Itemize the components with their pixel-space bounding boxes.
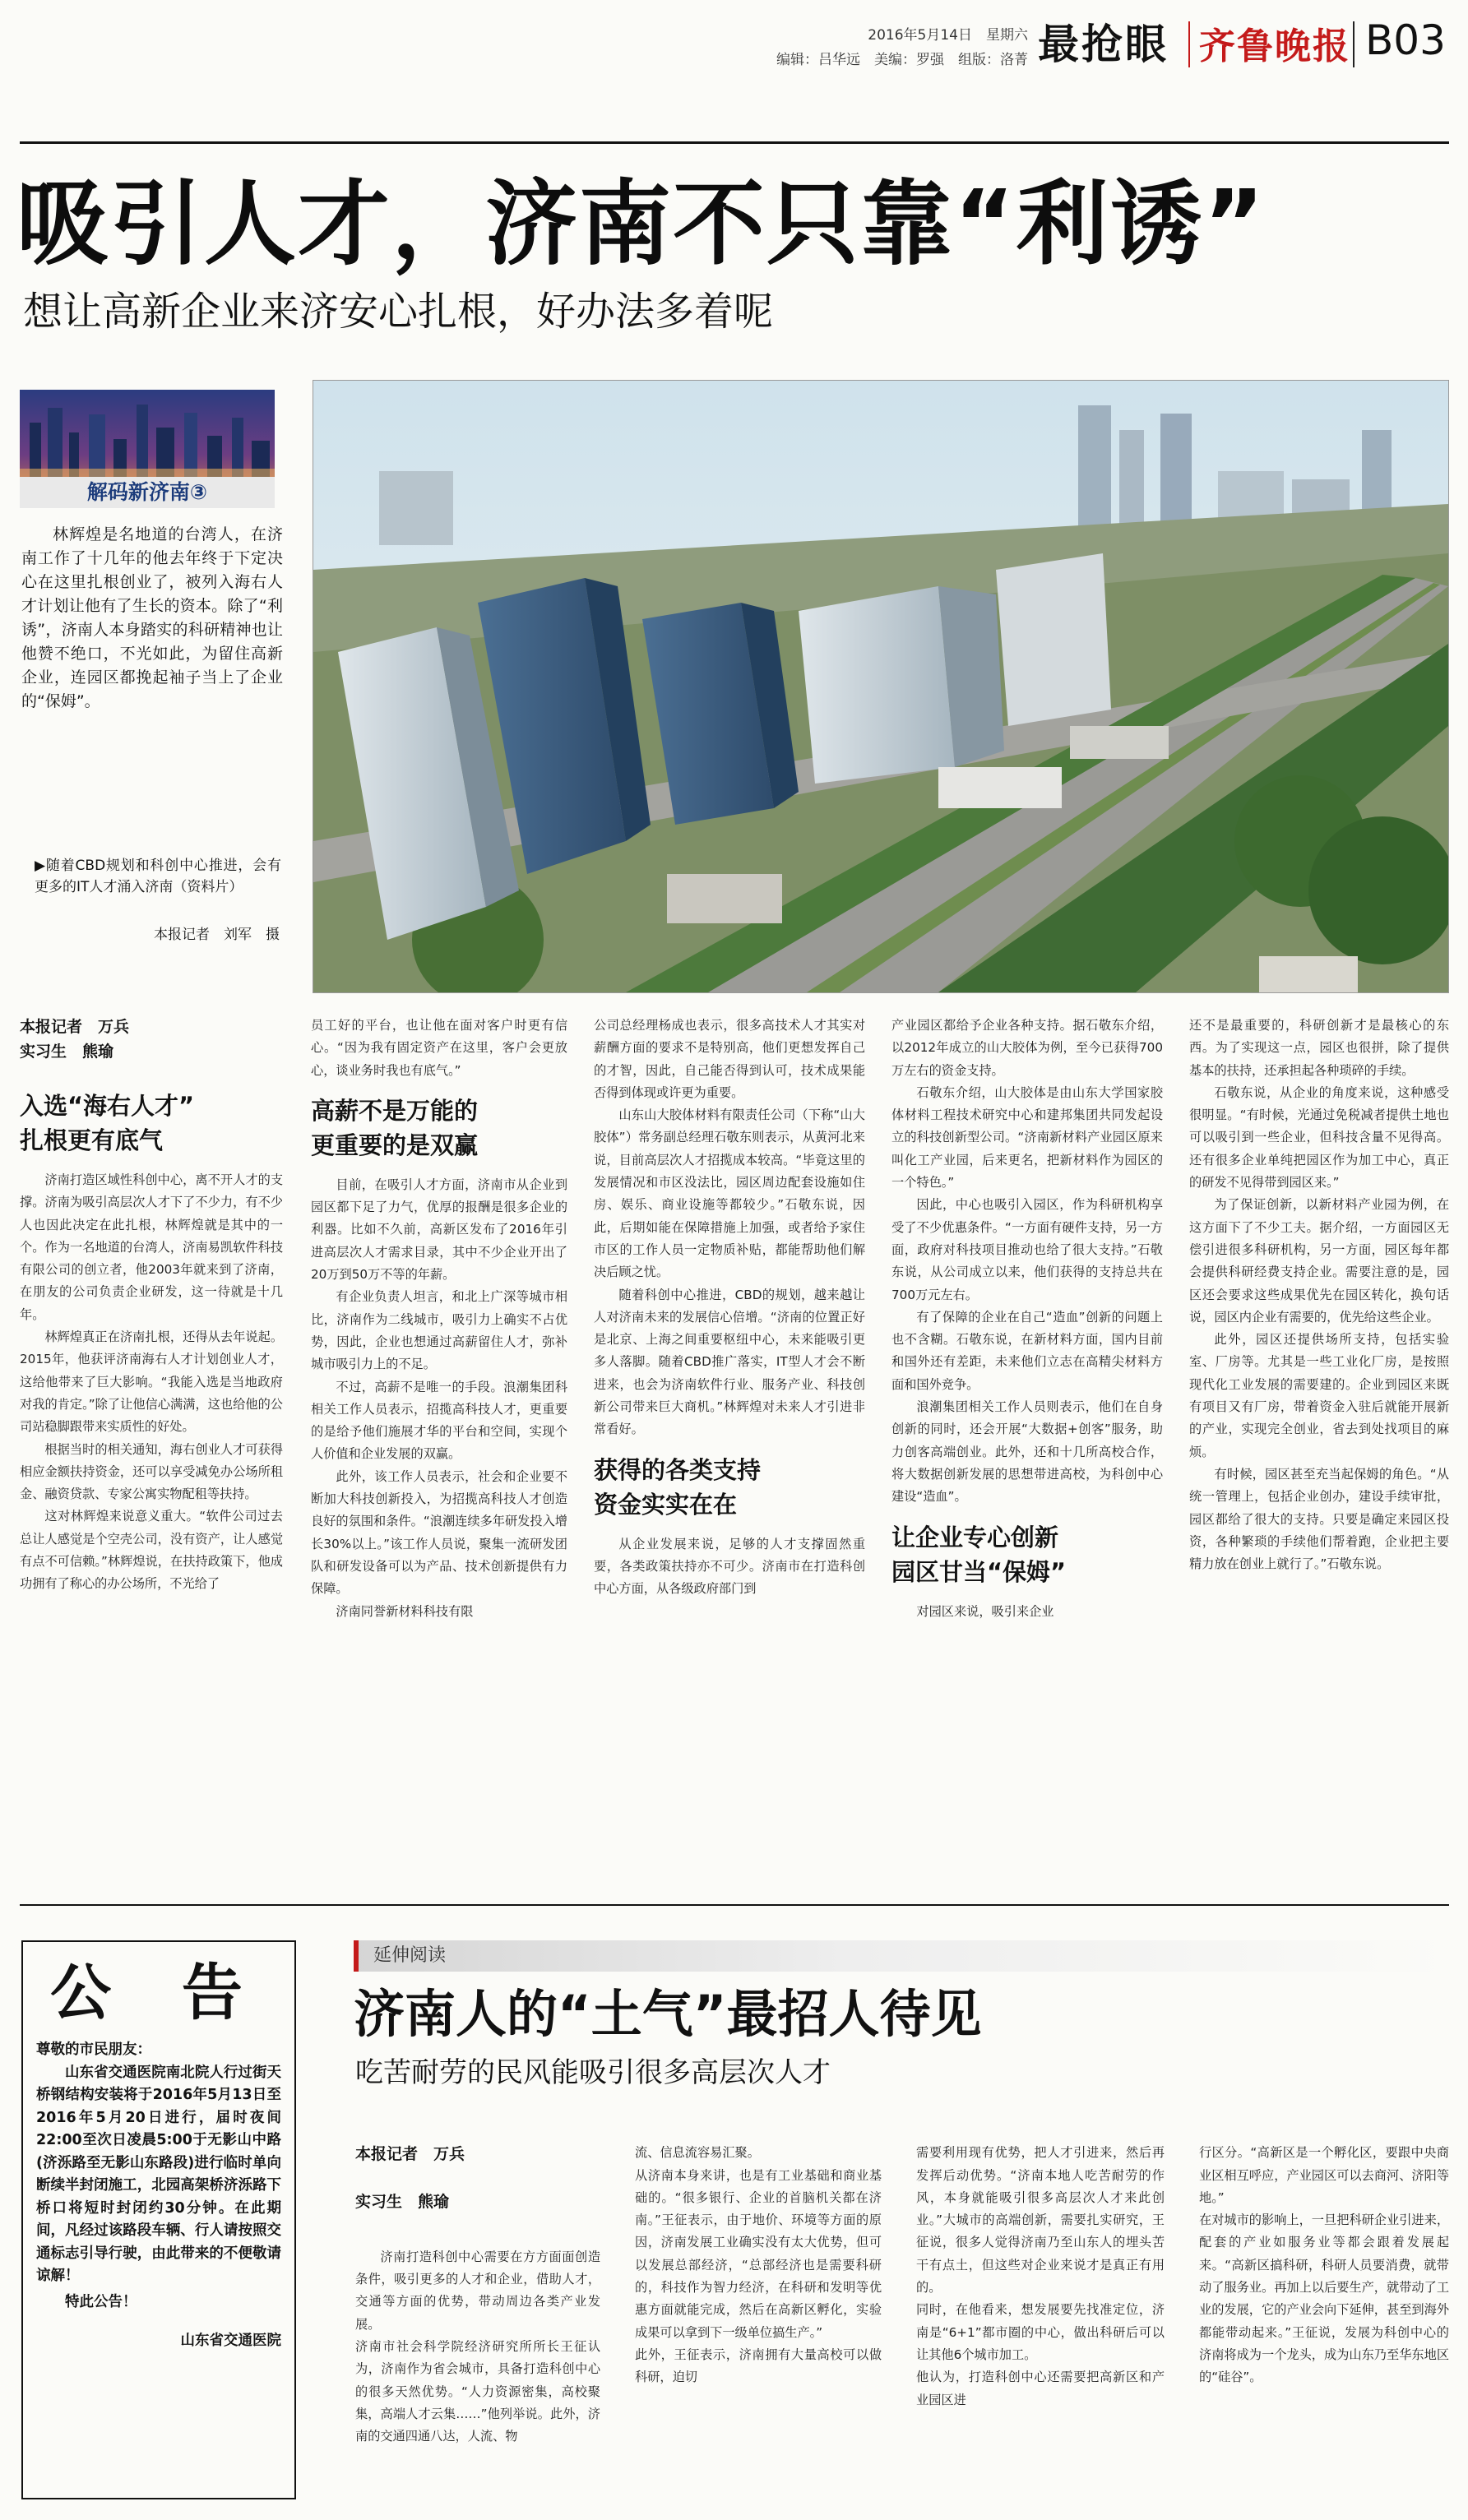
paragraph: 根据当时的相关通知，海右创业人才可获得相应金额扶持资金，还可以享受减免办公场所租金、融资贷款、专家公寓实物配租等扶持。: [20, 1441, 283, 1502]
notice-greeting: 尊敬的市民朋友：: [36, 2041, 151, 2058]
lead-paragraph: 林辉煌是名地道的台湾人，在济南工作了十几年的他去年终于下定决心在这里扎根创业了，被列入海右人才计划让他有了生长的资本。除了“利诱”，济南人本身踏实的科研精神也让他赞不绝口，不光如此，为留住高新企业，连园区都挽起袖子当上了企业的“保姆”。: [21, 525, 283, 710]
paragraph: 山东山大胶体材料有限责任公司（下称“山大胶体”）常务副总经理石敬东则表示，从黄河北来说，目前高层次人才招揽成本较高。“毕竟这里的发展情况和市区没法比，园区周边配套设施如住房、娱乐、商业设施等都较少。”石敬东说，因此，后期如能在保障措施上加强，或者给予家住市区的工作人员一定物质补贴，都能帮助他们解决后顾之忧。: [594, 1107, 865, 1280]
subhead-2-line2: 更重要的是双赢: [311, 1131, 479, 1159]
subhead-1-line2: 扎根更有底气: [20, 1126, 164, 1154]
subhead-3-line1: 获得的各类支持: [594, 1455, 762, 1484]
paragraph: 林辉煌真正在济南扎根，还得从去年说起。2015年，他获评济南海右人才计划创业人才，这给他带来了巨大影响。“我能入选是当地政府对我的肯定。”除了让他信心满满，这也给他的公司站稳脚跟带来实质性的好处。: [20, 1329, 283, 1435]
paragraph: 从企业发展来说，足够的人才支撑固然重要，各类政策扶持亦不可少。济南市在打造科创中心方面，从各级政府部门到: [594, 1536, 865, 1597]
series-badge: [20, 390, 275, 508]
subhead-4: [891, 1520, 1163, 1589]
photo-credit: 本报记者 刘军 摄: [154, 927, 280, 943]
notice-box: [21, 1940, 296, 2499]
series-label: 解码新济南③: [20, 477, 275, 508]
notice-signature: 山东省交通医院: [180, 2333, 281, 2349]
paragraph: 石敬东介绍，山大胶体是由山东大学国家胶体材料工程技术研究中心和建邦集团共同发起设立的科技创新型公司。“济南新材料产业园区原来叫化工产业园，后来更名，把新材料作为园区的一个特色。”: [891, 1084, 1163, 1191]
paragraph: 产业园区都给予企业各种支持。据石敬东介绍，以2012年成立的山大胶体为例，至今已获得700万左右的资金支持。: [891, 1018, 1163, 1078]
paragraph: 有时候，园区甚至充当起保姆的角色。“从统一管理上，包括企业创办，建设手续审批，园区都给了很大的支持。只要是确定来园区投资，各种繁琐的手续他们帮着跑，企业把主要精力放在创业上就行了。”石敬东说。: [1189, 1466, 1449, 1572]
paragraph: 因此，中心也吸引入园区，作为科研机构享受了不少优惠条件。“一方面有硬件支持，另一方面，政府对科技项目推动也给了很大支持。”石敬东说，从公司成立以来，他们获得的支持总共在700万元左右。: [891, 1197, 1163, 1302]
paragraph: 需要利用现有优势，把人才引进来，然后再发挥后动优势。“济南本地人吃苦耐劳的作风，本身就能吸引很多高层次人才来此创业。”大城市的高端创新，需要扎实研究，王征说，很多人觉得济南乃至山东人的埋头苦干有点土，但这些对企业来说才是真正有用的。 同时，在他看来，想发展要先找准定位，济南是“6+1”都市圈的中心，做出科研后可以让其他6个城市加工。 他认为，打造科创中心还需要把高新区和产业园区进: [916, 2145, 1165, 2407]
main-article-col-1: [20, 1015, 283, 1899]
second-headline: 济南人的“土气”最招人待见: [354, 1984, 982, 2044]
paragraph: 不过，高薪不是唯一的手段。浪潮集团科相关工作人员表示，招揽高科技人才，更重要的是给予他们施展才华的平台和空间，实现个人价值和企业发展的双赢。: [311, 1379, 567, 1462]
issue-date: 2016年5月14日 星期六: [868, 27, 1028, 44]
paragraph: 目前，在吸引人才方面，济南市从企业到园区都下足了力气，优厚的报酬是很多企业的利器。比如不久前，高新区发布了2016年引进高层次人才需求目录，其中不少企业开出了20万到50万不等的年薪。: [311, 1177, 567, 1283]
main-article-col-3: [594, 1015, 865, 1899]
section-title: 最抢眼: [1038, 21, 1169, 68]
second-article-col-3: [916, 2120, 1165, 2506]
paragraph: 济南打造区域性科创中心，离不开人才的支撑。济南为吸引高层次人才下了不少力，有不少人也因此决定在此扎根，林辉煌就是其中的一个。作为一名地道的台湾人，济南易凯软件科技有限公司的创立者，他2003年就来到了济南，在朋友的公司负责企业研发，这一待就是十几年。: [20, 1172, 283, 1322]
subhead-4-line1: 让企业专心创新: [891, 1523, 1059, 1551]
photo-caption: ▶随着CBD规划和科创中心推进，会有更多的IT人才涌入济南（资料片）: [35, 858, 281, 895]
main-article-col-4: [891, 1015, 1163, 1899]
paragraph: 有企业负责人坦言，和北上广深等城市相比，济南作为二线城市，吸引力上确实不占优势，因此，企业也想通过高薪留住人才，弥补城市吸引力上的不足。: [311, 1289, 567, 1372]
paragraph: 济南打造科创中心需要在方方面面创造条件，吸引更多的人才和企业，借助人才，交通等方面的优势，带动周边各类产业发展。 济南市社会科学院经济研究所所长王征认为，济南作为省会城市，具备打造科创中心的很多天然优势。“人力资源密集，高校聚集，高端人才云集……”他列举说。此外，济南的交通四通八达，人流、物: [355, 2249, 600, 2444]
paragraph: 还不是最重要的，科研创新才是最核心的东西。为了实现这一点，园区也很拼，除了提供基本的扶持，还承担起各种琐碎的手续。: [1189, 1018, 1449, 1078]
subhead-3-line2: 资金实实在在: [594, 1490, 738, 1519]
city-aerial-image: [313, 381, 1448, 992]
kicker-bar: [354, 1940, 1447, 1972]
page-number: B03: [1365, 16, 1446, 64]
notice-body: 山东省交通医院南北院人行过街天桥钢结构安装将于2016年5月13日至2016年5月20日进行，届时夜间22:00至次日凌晨5:00于无影山中路(济泺路至无影山东路段)进行临时单向断续半封闭施工，北园高架桥济泺路下桥口将短时封闭约30分钟。在此期间，凡经过该路段车辆、行人请按照交通标志引导行驶，由此带来的不便敬请谅解！: [36, 2064, 281, 2284]
editors-line: 编辑：吕华远 美编：罗强 组版：洛菁: [776, 52, 1028, 68]
second-article-col-4: [1199, 2120, 1449, 2506]
header-rule: [20, 141, 1449, 144]
kicker-label: 延伸阅读: [373, 1945, 447, 1966]
byline-intern-2: 实习生 熊瑜: [355, 2192, 450, 2211]
paragraph: 员工好的平台，也让他在面对客户时更有信心。“因为我有固定资产在这里，客户会更放心，谈业务时我也有底气。”: [311, 1018, 567, 1078]
main-headline: 吸引人才，济南不只靠“利诱”: [16, 171, 1267, 278]
subhead-1: [20, 1089, 283, 1158]
header-divider: [1188, 21, 1190, 67]
second-article-col-2: [635, 2120, 882, 2506]
second-article-col-1: [355, 2120, 600, 2506]
main-article-col-2: [311, 1015, 567, 1899]
main-subtitle: 想让高新企业来济安心扎根，好办法多着呢: [23, 289, 774, 335]
second-subtitle: 吃苦耐劳的民风能吸引很多高层次人才: [355, 2056, 831, 2089]
paragraph: 石敬东说，从企业的角度来说，这种感受很明显。“有时候，光通过免税减者提供土地也可以吸引到一些企业，但科技含量不见得高。还有很多企业单纯把园区作为加工中心，真正的研发不见得带到园区来。”: [1189, 1084, 1449, 1191]
byline-intern: 实习生 熊瑜: [20, 1043, 114, 1061]
paragraph: 这对林辉煌来说意义重大。“软件公司过去总让人感觉是个空壳公司，没有资产，让人感觉有点不可信赖。”林辉煌说，在扶持政策下，他成功拥有了称心的办公场所，不光给了: [20, 1509, 283, 1592]
byline-reporter-2: 本报记者 万兵: [355, 2145, 465, 2164]
paragraph: 行区分。“高新区是一个孵化区，要跟中央商业区相互呼应，产业园区可以去商河、济阳等地。” 在对城市的影响上，一旦把科研企业引进来，配套的产业如服务业等都会跟着发展起来。“高新区搞科研，科研人员要消费，就带动了服务业。再加上以后要生产，就带动了工业的发展，它的产业会向下延伸，甚至到海外都能带动起来。”王征说，发展为科创中心的济南将成为一个龙头，成为山东乃至华东地区的“硅谷”。: [1199, 2145, 1449, 2385]
subhead-3: [594, 1453, 865, 1522]
notice-closing: 特此公告！: [65, 2293, 137, 2310]
subhead-2: [311, 1094, 567, 1163]
paragraph: 流、信息流容易汇聚。 从济南本身来讲，也是有工业基础和商业基础的。“很多银行、企业的首脑机关都在济南。”王征表示，由于地价、环境等方面的原因，济南发展工业确实没有太大优势，但可以发展总部经济，“总部经济也是需要科研的，科技作为智力经济，在科研和发明等优惠方面就能完成，然后在高新区孵化，实验成果可以拿到下一级单位搞生产。” 此外，王征表示，济南拥有大量高校可以做科研，迫切: [635, 2145, 882, 2385]
main-article-col-5: [1189, 1015, 1449, 1899]
paragraph: 为了保证创新，以新材料产业园为例，在这方面下了不少工夫。据介绍，一方面园区无偿引进很多科研机构，另一方面，园区每年都会提供科研经费支持企业。需要注意的是，园区还会要求这些成果优先在园区转化，换句话说，园区内企业有需要的，优先给这些企业。: [1189, 1197, 1449, 1325]
byline-reporter: 本报记者 万兵: [20, 1018, 130, 1036]
subhead-4-line2: 园区甘当“保姆”: [891, 1557, 1067, 1586]
paper-logo: 齐鲁晚报: [1199, 25, 1350, 67]
paragraph: 浪潮集团相关工作人员则表示，他们在自身创新的同时，还会开展“大数据+创客”服务，助力创客高端创业。此外，还和十几所高校合作，将大数据创新发展的思想带进高校，为科创中心建设“造血”。: [891, 1399, 1163, 1505]
skyline-icon: [20, 390, 275, 480]
kicker-accent: [354, 1940, 359, 1972]
notice-title: 公 告: [50, 1958, 267, 2028]
paragraph: 随着科创中心推进，CBD的规划，越来越让人对济南未来的发展信心倍增。“济南的位置正好是北京、上海之间重要枢纽中心，未来能吸引更多人落脚。随着CBD推广落实，IT型人才会不断进来，也会为济南软件行业、服务产业、科技创新公司带来巨大商机。”林辉煌对未来人才引进非常看好。: [594, 1287, 865, 1437]
subhead-1-line1: 入选“海右人才”: [20, 1092, 195, 1120]
paragraph: 济南同誉新材料科技有限: [336, 1603, 474, 1619]
subhead-2-line1: 高薪不是万能的: [311, 1096, 479, 1125]
paragraph: 对园区来说，吸引来企业: [916, 1603, 1054, 1619]
hero-photo: [313, 380, 1449, 993]
header-divider-2: [1353, 21, 1355, 67]
paragraph: 有了保障的企业在自己“造血”创新的问题上也不含糊。石敬东说，在新材料方面，国内目前和国外还有差距，未来他们立志在高精尖材料方面和国外竞争。: [891, 1309, 1163, 1392]
paragraph: 此外，该工作人员表示，社会和企业要不断加大科技创新投入，为招揽高科技人才创造良好的氛围和条件。“浪潮连续多年研发投入增长30%以上。”该工作人员说，聚集一流研发团队和研发设备可以为产品、技术创新提供有力保障。: [311, 1468, 567, 1597]
paragraph: 此外，园区还提供场所支持，包括实验室、厂房等。尤其是一些工业化厂房，是按照现代化工业发展的需要建的。企业到园区来既有项目又有厂房，带着资金入驻后就能开展新的产业，实现完全创业，省去到处找项目的麻烦。: [1189, 1332, 1449, 1459]
article-separator: [20, 1904, 1449, 1906]
paragraph: 公司总经理杨成也表示，很多高技术人才其实对薪酬方面的要求不是特别高，他们更想发挥自己的才智，因此，自己能否得到认可，技术成果能否得到体现或许更为重要。: [594, 1018, 865, 1100]
